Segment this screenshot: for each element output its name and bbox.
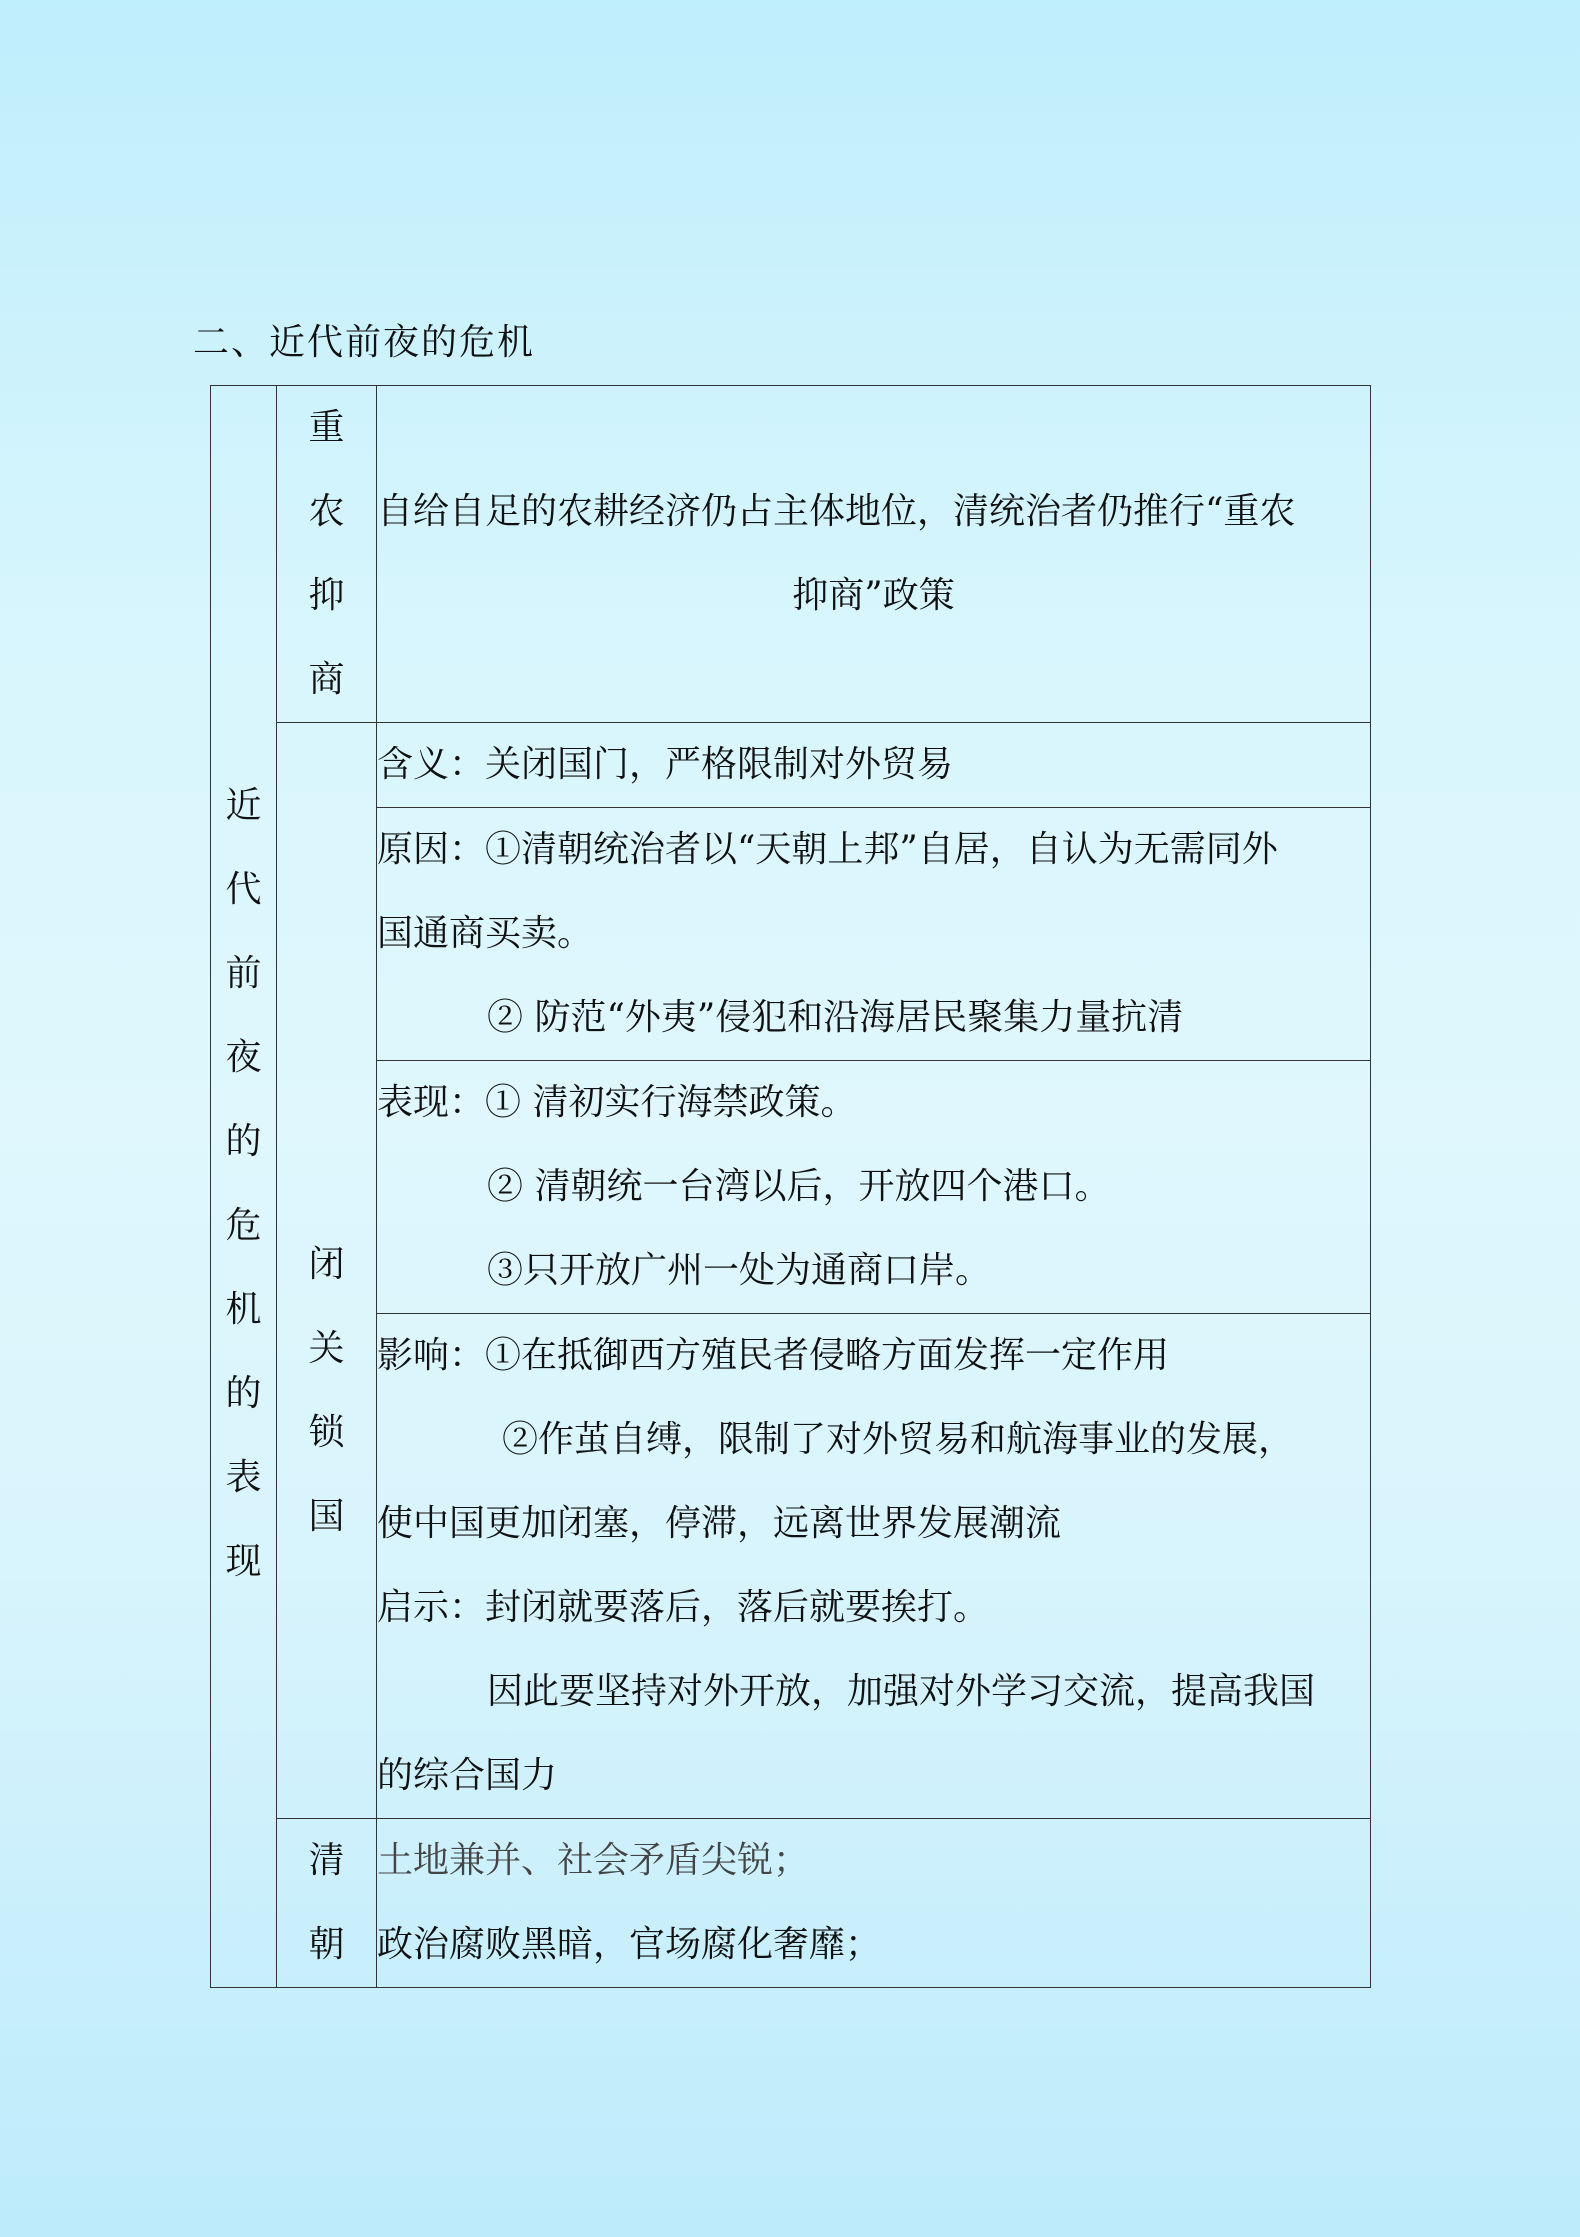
outer-label-char: 近 [225,785,262,826]
outer-label-char: 的 [225,1121,262,1162]
text-line: ③只开放广州一处为通商口岸。 [487,1250,992,1291]
text-line: 使中国更加闭塞，停滞，远离世界发展潮流 [377,1503,1062,1544]
outer-label-char: 代 [225,869,262,910]
label-char: 清 [308,1840,345,1881]
outer-label-char: 机 [225,1289,262,1330]
outer-label-cell [211,386,277,1988]
label-char: 闭 [308,1244,345,1285]
text-line: 含义：关闭国门，严格限制对外贸易 [377,744,954,785]
text-line: ② 清朝统一台湾以后，开放四个港口。 [487,1166,1111,1207]
outer-label-char: 表 [225,1457,262,1498]
label-char: 国 [308,1496,345,1537]
text-line: 政治腐败黑暗，官场腐化奢靡； [377,1924,882,1965]
text-line: ②作茧自缚，限制了对外贸易和航海事业的发展， [502,1419,1295,1460]
zhongnong-label-cell [277,386,377,723]
section-heading: 二、近代前夜的危机 [193,322,536,363]
table-row [211,723,1371,808]
text-line: 的综合国力 [377,1755,558,1796]
table-row [211,808,1371,1061]
label-char: 抑 [308,575,345,616]
text-line: 表现：① 清初实行海禁政策。 [377,1082,857,1123]
outer-label-char: 前 [225,953,262,994]
impact-cell [377,1314,1371,1819]
label-char: 关 [308,1328,345,1369]
outer-label-char: 夜 [225,1037,262,1078]
table-row [211,1314,1371,1819]
text-line: 因此要坚持对外开放，加强对外学习交流，提高我国 [487,1671,1316,1712]
outer-label-char: 的 [225,1373,262,1414]
label-char: 农 [308,491,345,532]
zhongnong-content [377,386,1371,723]
qingchao-label-cell [277,1819,377,1988]
text-line: 原因：①清朝统治者以“天朝上邦”自居，自认为无需同外 [377,829,1278,870]
label-char: 锁 [308,1412,345,1453]
outer-label-char: 危 [225,1205,262,1246]
text-line: 自给自足的农耕经济仍占主体地位，清统治者仍推行“重农 [377,491,1296,532]
crisis-table [210,385,1371,1988]
reason-cell [377,808,1371,1061]
outer-label-char: 现 [225,1541,262,1582]
label-char: 重 [308,407,345,448]
label-char: 商 [308,659,345,700]
qingchao-content [377,1819,1371,1988]
text-line: 启示：封闭就要落后，落后就要挨打。 [377,1587,990,1628]
performance-cell [377,1061,1371,1314]
text-line: 抑商”政策 [792,575,955,616]
biguan-label-cell [277,723,377,1819]
label-char: 朝 [308,1924,345,1965]
text-line: ② 防范“外夷”侵犯和沿海居民聚集力量抗清 [487,997,1184,1038]
table-row [211,1819,1371,1988]
table-row [211,1061,1371,1314]
text-line: 影响：①在抵御西方殖民者侵略方面发挥一定作用 [377,1335,1170,1376]
meaning-cell [377,723,1371,808]
text-line: 国通商买卖。 [377,913,594,954]
table-row [211,386,1371,723]
text-line: 土地兼并、社会矛盾尖锐； [377,1840,810,1881]
